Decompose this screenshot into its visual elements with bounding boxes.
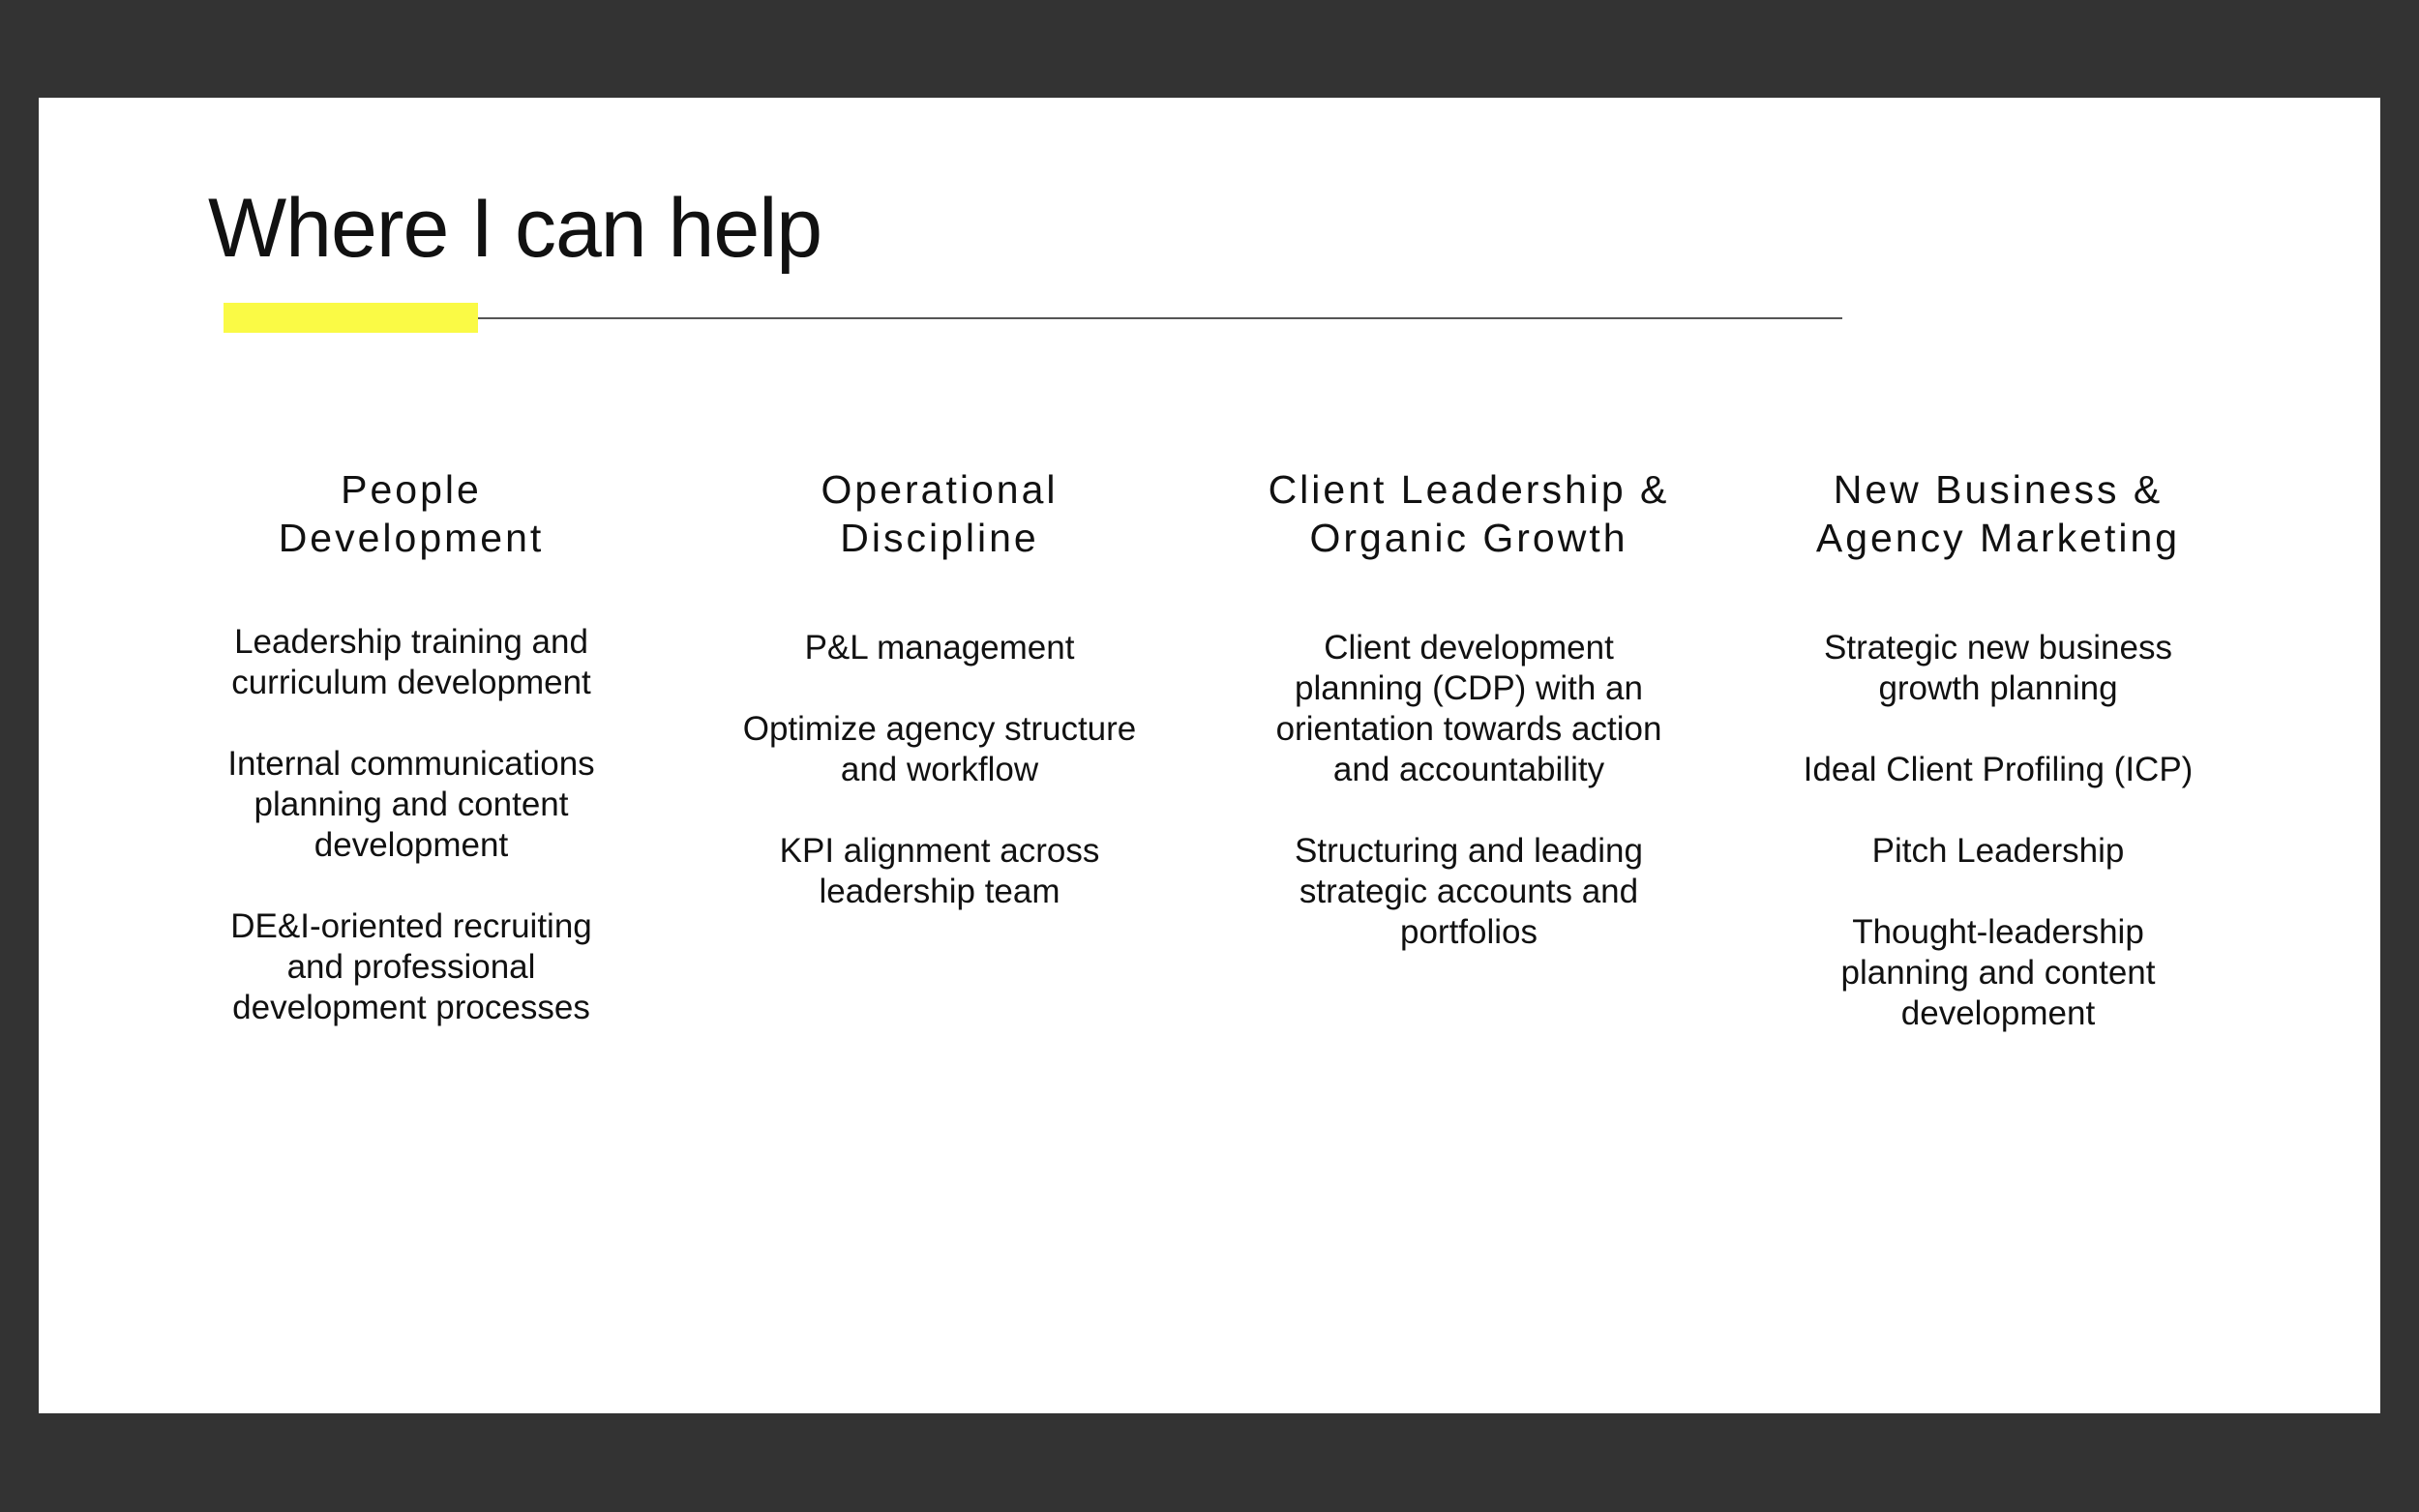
slide bbox=[39, 98, 2380, 1413]
column-item: KPI alignment across leadership team bbox=[779, 832, 1100, 910]
column-item: P&L management bbox=[804, 629, 1075, 667]
column-heading: New Business & Agency Marketing bbox=[1815, 467, 2181, 560]
column-heading: People Development bbox=[278, 467, 545, 560]
column-new-business bbox=[1756, 465, 2240, 1075]
column-heading: Client Leadership & Organic Growth bbox=[1268, 467, 1670, 560]
column-item: Leadership training and curriculum development bbox=[231, 623, 591, 701]
column-item-list bbox=[1227, 628, 1711, 953]
column-item-list bbox=[698, 628, 1181, 912]
column-item: Pitch Leadership bbox=[1871, 832, 2125, 870]
column-item: Optimize agency structure and workflow bbox=[742, 710, 1137, 788]
column-heading: Operational Discipline bbox=[821, 467, 1059, 560]
column-item: Structuring and leading strategic accounts and portfolios bbox=[1295, 832, 1643, 951]
column-people-development bbox=[169, 465, 653, 1069]
title-accent-bar bbox=[224, 303, 478, 333]
column-item: Strategic new business growth planning bbox=[1824, 629, 2172, 707]
slide-title: Where I can help bbox=[208, 182, 822, 275]
column-item-list bbox=[169, 622, 653, 1028]
column-item: DE&I-oriented recruiting and professional development processes bbox=[230, 907, 592, 1026]
title-divider-line bbox=[478, 317, 1842, 319]
column-client-leadership bbox=[1227, 465, 1711, 993]
column-item-list bbox=[1756, 628, 2240, 1034]
column-item: Internal communications planning and content development bbox=[227, 745, 595, 864]
column-item: Client development planning (CDP) with an orientation towards action and accountability bbox=[1275, 629, 1662, 788]
column-operational-discipline bbox=[698, 465, 1181, 953]
column-item: Thought-leadership planning and content development bbox=[1840, 913, 2156, 1032]
column-item: Ideal Client Profiling (ICP) bbox=[1803, 751, 2194, 788]
